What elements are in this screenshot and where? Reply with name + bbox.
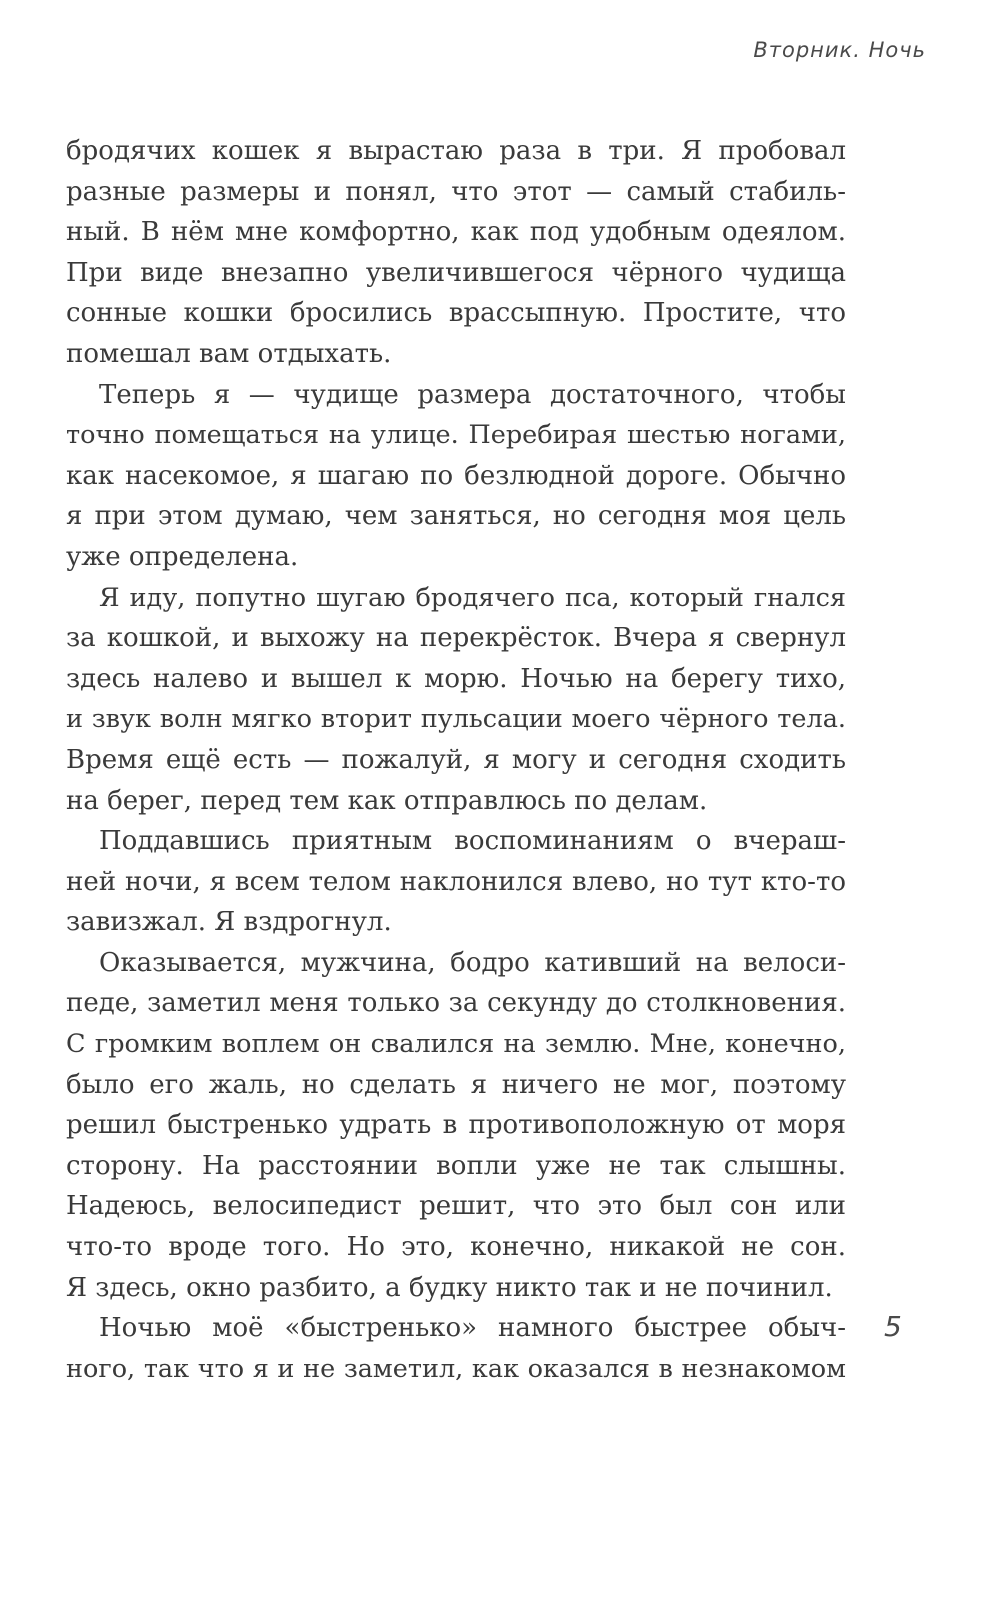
text-line: ней ночи, я всем телом наклонился влево, но тут кто-то bbox=[66, 866, 846, 897]
text-line: завизжал. Я вздрогнул. bbox=[66, 907, 392, 938]
page-body-text bbox=[66, 131, 846, 1389]
text-line: и звук волн мягко вторит пульсации моего чёрного тела. bbox=[66, 704, 846, 735]
text-line: Я здесь, окно разбито, а будку никто так и не починил. bbox=[66, 1272, 833, 1303]
text-line: ный. В нём мне комфортно, как под удобным одеялом. bbox=[66, 217, 846, 248]
text-line: решил быстренько удрать в противоположную от моря bbox=[66, 1110, 846, 1141]
text-line: сонные кошки бросились врассыпную. Простите, что bbox=[66, 298, 846, 329]
text-line: я при этом думаю, чем заняться, но сегодня моя цель bbox=[66, 501, 846, 532]
text-line: за кошкой, и выхожу на перекрёсток. Вчера я свернул bbox=[66, 623, 846, 654]
text-line: сторону. На расстоянии вопли уже не так слышны. bbox=[66, 1150, 846, 1181]
text-line: уже определена. bbox=[66, 541, 299, 572]
text-line: С громким воплем он свалился на землю. Мне, конечно, bbox=[66, 1029, 846, 1060]
text-line: Поддавшись приятным воспоминаниям о вчераш- bbox=[99, 826, 846, 857]
text-line: точно помещаться на улице. Перебирая шестью ногами, bbox=[66, 420, 846, 451]
text-line: Время ещё есть — пожалуй, я могу и сегодня сходить bbox=[66, 744, 846, 775]
text-line: Ночью моё «быстренько» намного быстрее обыч- bbox=[99, 1313, 846, 1344]
text-line: ного, так что я и не заметил, как оказался в незнакомом bbox=[66, 1353, 846, 1384]
text-line: Оказывается, мужчина, бодро кативший на велоси- bbox=[99, 947, 846, 978]
text-line: бродячих кошек я вырастаю раза в три. Я пробовал bbox=[66, 136, 846, 166]
text-line: как насекомое, я шагаю по безлюдной дороге. Обычно bbox=[66, 460, 846, 491]
text-line: что-то вроде того. Но это, конечно, никакой не сон. bbox=[66, 1232, 846, 1263]
text-line: При виде внезапно увеличившегося чёрного чудища bbox=[66, 257, 846, 288]
text-line: было его жаль, но сделать я ничего не мог, поэтому bbox=[66, 1069, 846, 1100]
text-line: педе, заметил меня только за секунду до столкновения. bbox=[66, 988, 846, 1019]
text-line: здесь налево и вышел к морю. Ночью на берегу тихо, bbox=[66, 663, 846, 694]
running-head: Вторник. Ночь bbox=[753, 38, 926, 62]
text-line: Теперь я — чудище размера достаточного, чтобы bbox=[99, 379, 846, 410]
text-line: Надеюсь, велосипедист решит, что это был сон или bbox=[66, 1191, 846, 1222]
page-number: 5 bbox=[884, 1310, 902, 1343]
text-line: разные размеры и понял, что этот — самый стабиль- bbox=[66, 176, 846, 207]
text-line: помешал вам отдыхать. bbox=[66, 338, 392, 369]
text-line: на берег, перед тем как отправлюсь по делам. bbox=[66, 785, 708, 816]
text-line: Я иду, попутно шугаю бродячего пса, который гнался bbox=[99, 582, 846, 613]
